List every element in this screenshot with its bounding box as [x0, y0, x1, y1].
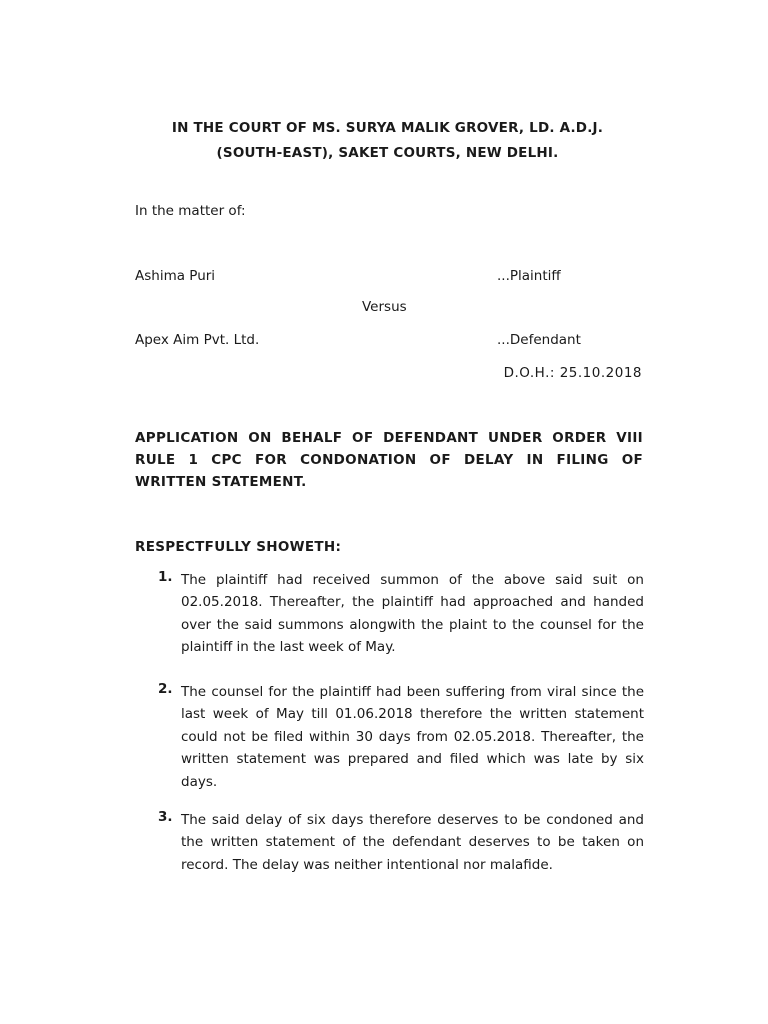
respectfully-showeth: RESPECTFULLY SHOWETH: — [135, 539, 342, 555]
paragraph-3 — [158, 809, 644, 876]
court-title — [100, 116, 675, 166]
court-title-line-2: (SOUTH-EAST), SAKET COURTS, NEW DELHI. — [216, 145, 559, 161]
paragraph-2 — [158, 681, 644, 793]
paragraph-number: 1. — [158, 569, 173, 585]
paragraph-text: The counsel for the plaintiff had been suffering from viral since the last week of May till 01.06.2018 therefore the written statement could not be filed within 30 days from 02.05.2018. Thereafter, the written statement was prepared and filed which was late by six days. — [181, 684, 644, 790]
plaintiff-name: Ashima Puri — [135, 268, 216, 284]
paragraph-number: 3. — [158, 809, 173, 825]
date-of-hearing: D.O.H.: 25.10.2018 — [503, 365, 642, 381]
plaintiff-role: ...Plaintiff — [497, 268, 561, 284]
defendant-role: ...Defendant — [497, 332, 581, 348]
defendant-name: Apex Aim Pvt. Ltd. — [135, 332, 260, 348]
paragraph-number: 2. — [158, 681, 173, 697]
paragraph-1 — [158, 569, 644, 659]
paragraph-text: The plaintiff had received summon of the above said suit on 02.05.2018. Thereafter, the plaintiff had approached and handed over the said summons alongwith the plaint to the counsel for the plaintiff in the last week of May. — [181, 572, 644, 656]
paragraph-text: The said delay of six days therefore deserves to be condoned and the written statement of the defendant deserves to be taken on record. The delay was neither intentional nor malafide. — [181, 812, 644, 873]
matter-label: In the matter of: — [135, 203, 246, 219]
application-heading: APPLICATION ON BEHALF OF DEFENDANT UNDER ORDER VIII RULE 1 CPC FOR CONDONATION OF DELAY IN FILING OF WRITTEN STATEMENT. — [135, 430, 643, 490]
versus-label: Versus — [362, 299, 407, 315]
court-title-line-1: IN THE COURT OF MS. SURYA MALIK GROVER, LD. A.D.J. — [171, 120, 604, 136]
